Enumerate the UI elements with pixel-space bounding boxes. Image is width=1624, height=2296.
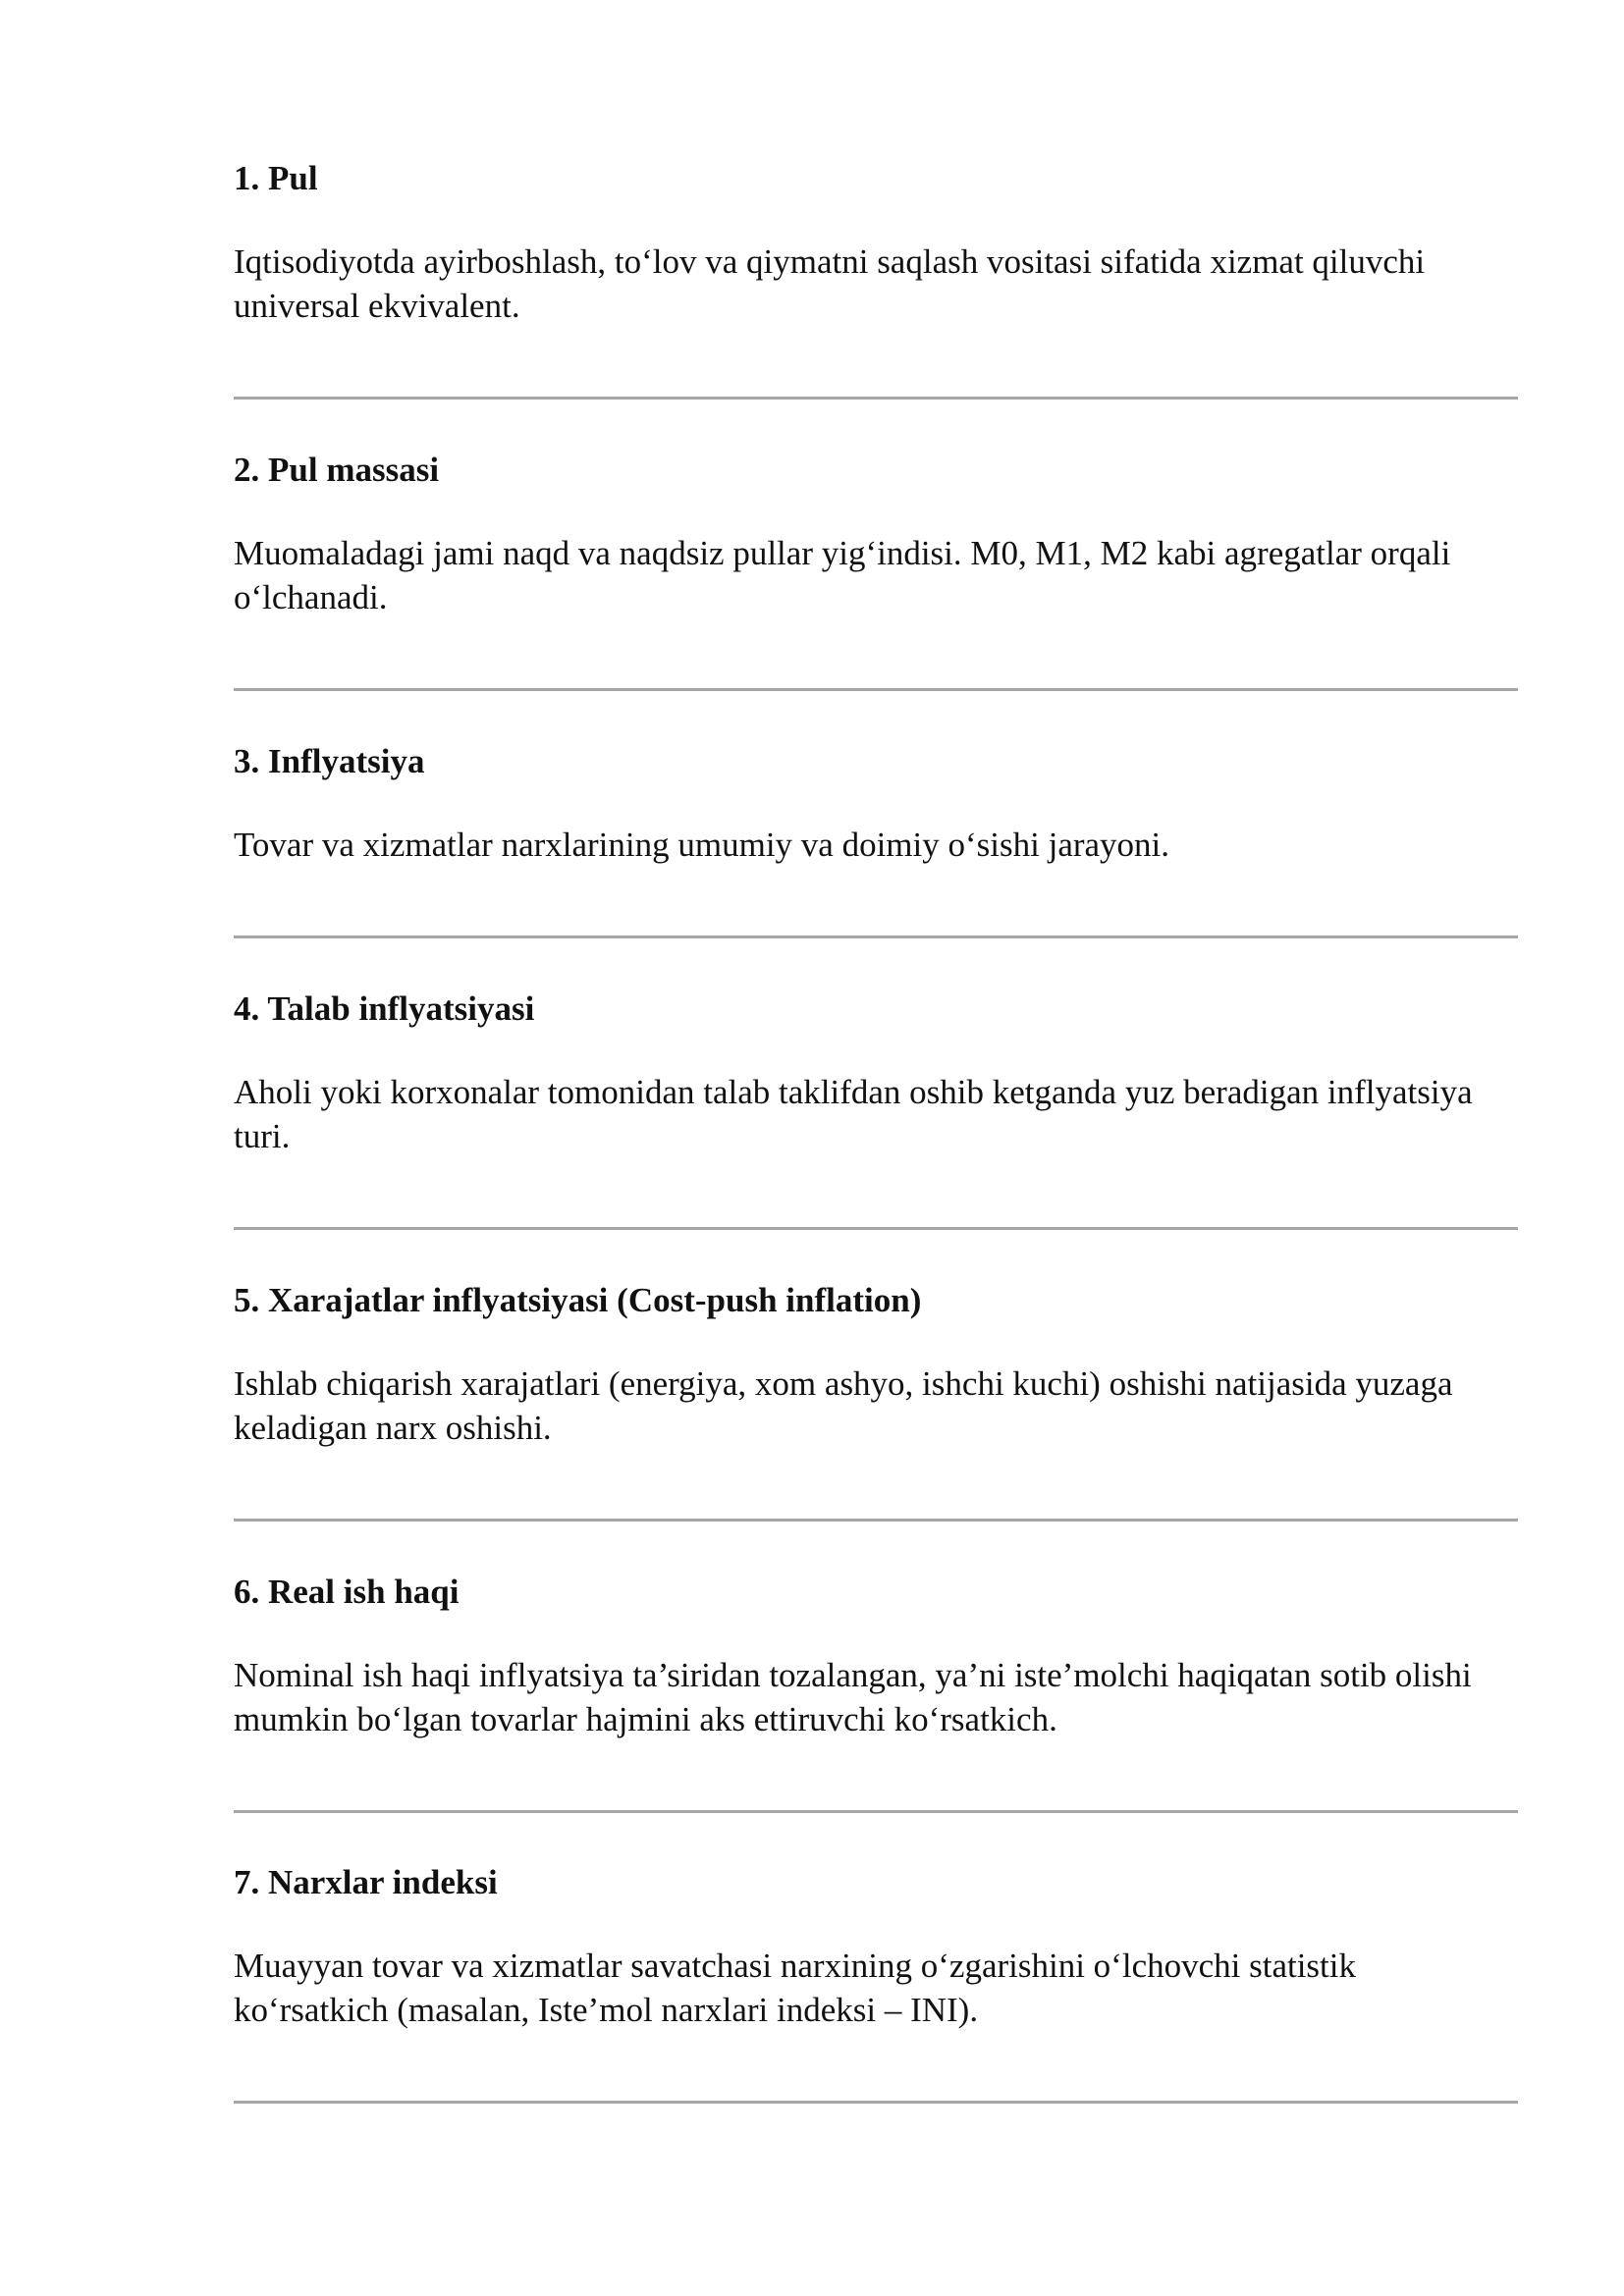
term-heading: 3. Inflyatsiya [234,742,425,780]
term-heading: 4. Talab inflyatsiyasi [234,989,535,1028]
term-heading: 2. Pul massasi [234,451,440,489]
term-definition: Nominal ish haqi inflyatsiya ta’siridan tozalangan, ya’ni iste’molchi haqiqatan sotib olishi mumkin bo‘lgan tovarlar hajmini aks ettiruvchi ko‘rsatkich. [234,1656,1472,1738]
term-heading: 1. Pul [234,159,318,197]
section-divider [234,688,1518,691]
term-definition: Muomaladagi jami naqd va naqdsiz pullar yig‘indisi. M0, M1, M2 kabi agregatlar orqali o‘lchanadi. [234,534,1451,616]
term-heading: 7. Narxlar indeksi [234,1863,498,1901]
section-divider [234,935,1518,938]
term-definition: Tovar va xizmatlar narxlarining umumiy va doimiy o‘sishi jarayoni. [234,826,1170,864]
term-definition: Aholi yoki korxonalar tomonidan talab taklifdan oshib ketganda yuz beradigan inflyatsiya turi. [234,1073,1473,1155]
section-divider [234,1519,1518,1522]
section-divider [234,2101,1518,2104]
term-definition: Ishlab chiqarish xarajatlari (energiya, xom ashyo, ishchi kuchi) oshishi natijasida yuzaga keladigan narx oshishi. [234,1364,1453,1447]
term-heading: 6. Real ish haqi [234,1573,460,1611]
term-definition: Iqtisodiyotda ayirboshlash, to‘lov va qiymatni saqlash vositasi sifatida xizmat qiluvchi universal ekvivalent. [234,242,1426,325]
section-divider [234,1810,1518,1813]
term-definition: Muayyan tovar va xizmatlar savatchasi narxining o‘zgarishini o‘lchovchi statistik ko‘rsatkich (masalan, Iste’mol narxlari indeksi – INI). [234,1947,1357,2029]
section-divider [234,397,1518,400]
term-heading: 5. Xarajatlar inflyatsiyasi (Cost-push inflation) [234,1281,922,1319]
section-divider [234,1227,1518,1230]
